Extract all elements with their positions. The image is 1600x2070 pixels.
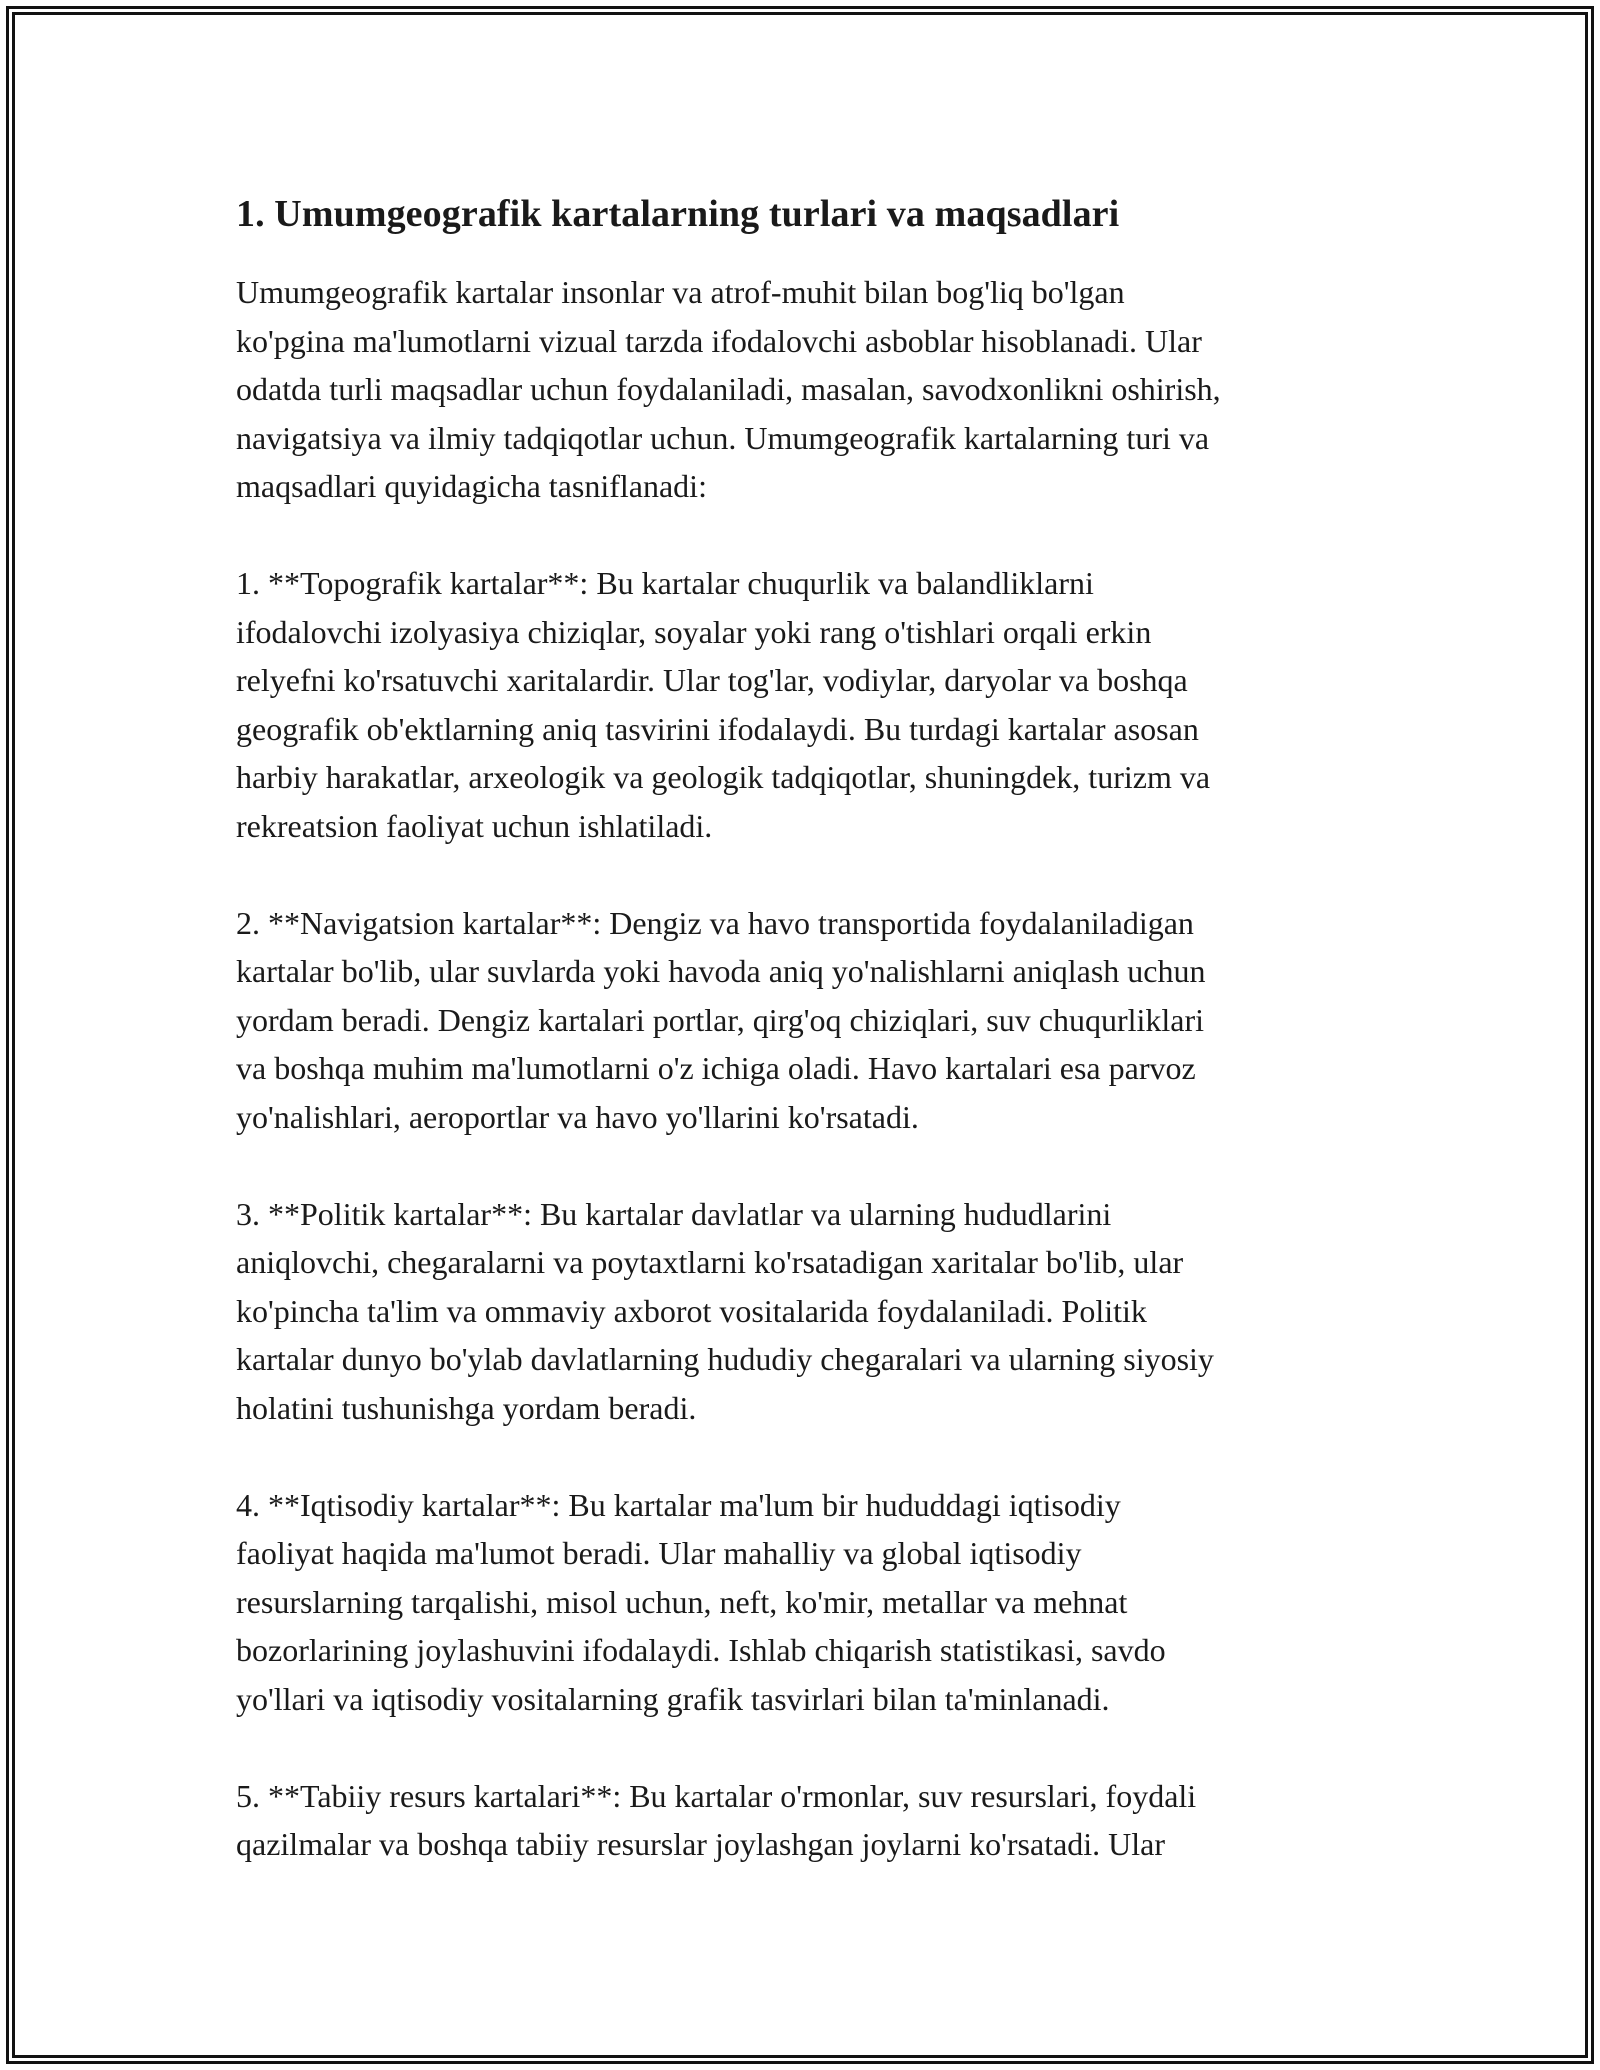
list-item-natural-resources: 5. **Tabiiy resurs kartalari**: Bu kartalar o'rmonlar, suv resurslari, foydali qazilmalar va boshqa tabiiy resurslar joylashgan joylarni ko'rsatadi. Ular [236,1777,1197,1862]
list-item-navigational: 2. **Navigatsion kartalar**: Dengiz va havo transportida foydalaniladigan kartalar bo'lib, ular suvlarda yoki havoda aniq yo'nalishlarni aniqlash uchun yordam beradi. Dengiz kartalari portlar, qirg'oq chiziqlari, suv chuqurliklari va boshqa muhim ma'lumotlarni o'z ichiga oladi. Havo kartalari esa parvoz yo'nalishlari, aeroportlar va havo yo'llarini ko'rsatadi. [236,904,1206,1135]
list-item-economic: 4. **Iqtisodiy kartalar**: Bu kartalar ma'lum bir hududdagi iqtisodiy faoliyat haqida ma'lumot beradi. Ular mahalliy va global iqtisodiy resurslarning tarqalishi, misol uchun, neft, ko'mir, metallar va mehnat bozorlarining joylashuvini ifodalaydi. Ishlab chiqarish statistikasi, savdo yo'llari va iqtisodiy vositalarning grafik tasvirlari bilan ta'minlanadi. [236,1486,1166,1717]
list-item-political: 3. **Politik kartalar**: Bu kartalar davlatlar va ularning hududlarini aniqlovchi, chegaralarni va poytaxtlarni ko'rsatadigan xaritalar bo'lib, ular ko'pincha ta'lim va ommaviy axborot vositalarida foydalaniladi. Politik kartalar dunyo bo'ylab davlatlarning hududiy chegaralari va ularning siyosiy holatini tushunishga yordam beradi. [236,1195,1214,1426]
paragraph-spacer [236,850,1376,899]
document-page [236,188,1376,1869]
paragraph-spacer [236,1141,1376,1190]
list-item-topographic: 1. **Topografik kartalar**: Bu kartalar chuqurlik va balandliklarni ifodalovchi izolyasiya chiziqlar, soyalar yoki rang o'tishlari orqali erkin relyefni ko'rsatuvchi xaritalardir. Ular tog'lar, vodiylar, daryolar va boshqa geografik ob'ektlarning aniq tasvirini ifodalaydi. Bu turdagi kartalar asosan harbiy harakatlar, arxeologik va geologik tadqiqotlar, shuningdek, turizm va rekreatsion faoliyat uchun ishlatiladi. [236,565,1211,844]
intro-paragraph: Umumgeografik kartalar insonlar va atrof-muhit bilan bog'liq bo'lgan ko'pgina ma'lumotlarni vizual tarzda ifodalovchi asboblar hisoblanadi. Ular odatda turli maqsadlar uchun foydalaniladi, masalan, savodxonlikni oshirish, navigatsiya va ilmiy tadqiqotlar uchun. Umumgeografik kartalarning turi va maqsadlari quyidagicha tasniflanadi: [236,274,1221,504]
paragraph-spacer [236,1723,1376,1772]
section-heading: 1. Umumgeografik kartalarning turlari va maqsadlari [236,193,1120,235]
paragraph-spacer [236,511,1376,560]
paragraph-spacer [236,1432,1376,1481]
